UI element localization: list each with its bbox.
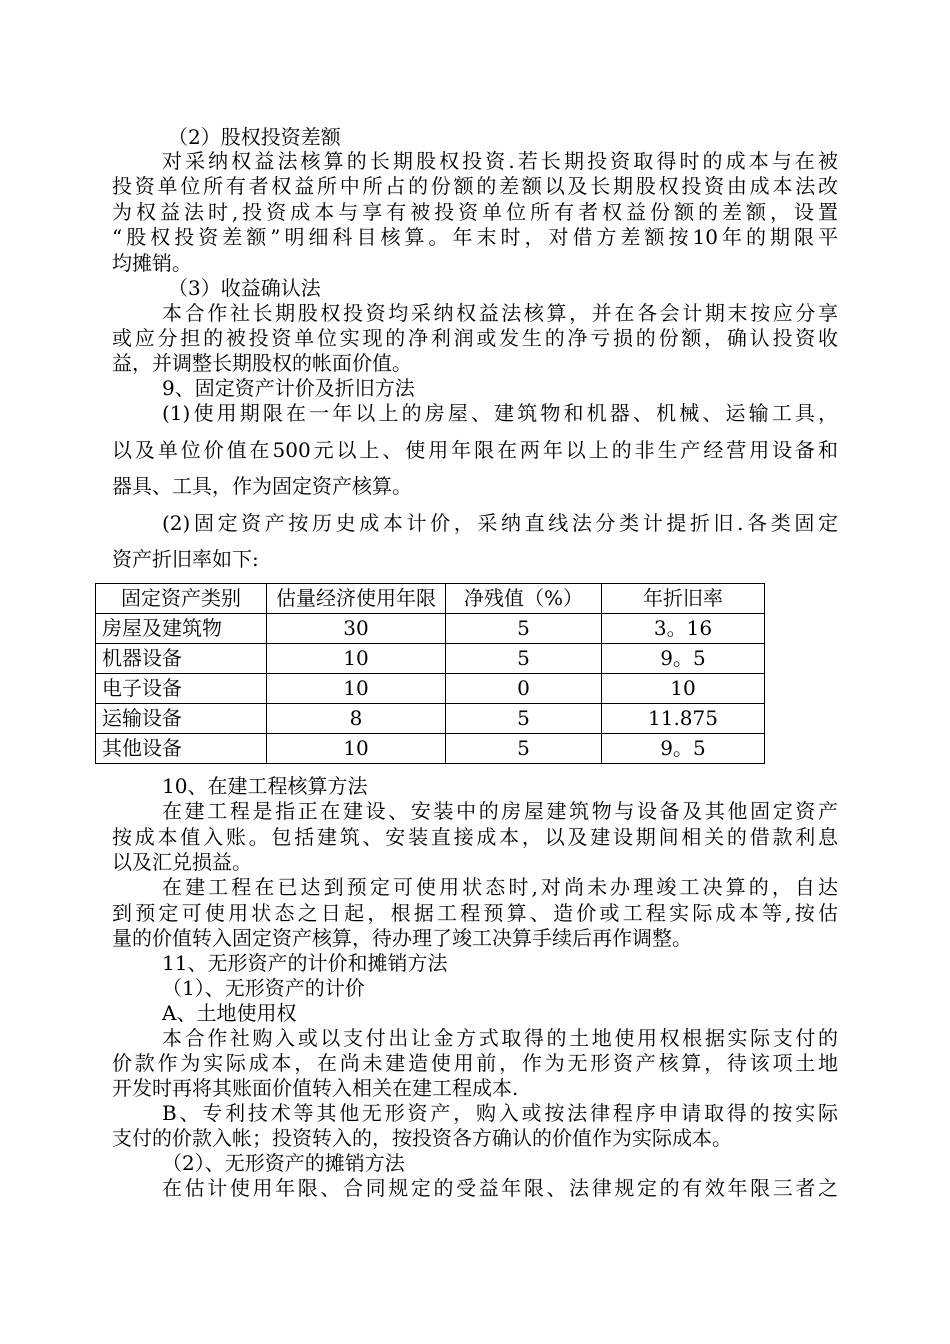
table-cell: 9。5 — [602, 734, 765, 764]
table-row — [96, 644, 765, 674]
table-cell: 5 — [446, 644, 602, 674]
paragraph-line: 对采纳权益法核算的长期股权投资.若长期投资取得时的成本与在被 — [162, 149, 838, 173]
table-header-cell: 年折旧率 — [602, 584, 765, 614]
paragraph-line: 器具、工具，作为固定资产核算。 — [112, 474, 412, 498]
section-heading: 11、无形资产的计价和摊销方法 — [162, 951, 448, 975]
paragraph-line: 以及单位价值在500元以上、使用年限在两年以上的非生产经营用设备和 — [112, 438, 838, 462]
paragraph-line: 益，并调整长期股权的帐面价值。 — [112, 351, 412, 375]
table-cell: 5 — [446, 734, 602, 764]
table-cell: 0 — [446, 674, 602, 704]
section-title: （3）收益确认法 — [168, 276, 321, 300]
paragraph-line: 本合作社长期股权投资均采纳权益法核算，并在各会计期末按应分享 — [162, 301, 838, 325]
paragraph-line: (2)固定资产按历史成本计价，采纳直线法分类计提折旧.各类固定 — [162, 511, 838, 535]
section-heading: 9、固定资产计价及折旧方法 — [162, 376, 415, 400]
subsection-heading: A、土地使用权 — [162, 1001, 297, 1025]
paragraph-line: 资产折旧率如下: — [112, 547, 259, 571]
paragraph-line: 投资单位所有者权益所中所占的份额的差额以及长期股权投资由成本法改 — [112, 174, 838, 198]
table-row — [96, 674, 765, 704]
table-cell: 30 — [267, 614, 446, 644]
section-title: （2）股权投资差额 — [168, 125, 341, 149]
paragraph-line: 在估计使用年限、合同规定的受益年限、法律规定的有效年限三者之 — [162, 1176, 838, 1200]
table-cell: 其他设备 — [96, 734, 267, 764]
table-row — [96, 734, 765, 764]
table-cell: 3。16 — [602, 614, 765, 644]
paragraph-line: 量的价值转入固定资产核算，待办理了竣工决算手续后再作调整。 — [112, 926, 692, 950]
paragraph-line: 价款作为实际成本，在尚未建造使用前，作为无形资产核算，待该项土地 — [112, 1051, 838, 1075]
table-cell: 9。5 — [602, 644, 765, 674]
table-header-cell: 净残值（%） — [446, 584, 602, 614]
table-cell: 5 — [446, 704, 602, 734]
depreciation-table — [95, 583, 765, 764]
paragraph-line: 为权益法时,投资成本与享有被投资单位所有者权益份额的差额，设置 — [112, 200, 838, 224]
paragraph-line: 按成本值入账。包括建筑、安装直接成本，以及建设期间相关的借款利息 — [112, 825, 838, 849]
table-cell: 运输设备 — [96, 704, 267, 734]
paragraph-line: 以及汇兑损益。 — [112, 850, 252, 874]
paragraph-line: 到预定可使用状态之日起，根据工程预算、造价或工程实际成本等,按估 — [112, 901, 838, 925]
paragraph-line: (1)使用期限在一年以上的房屋、建筑物和机器、机械、运输工具， — [162, 401, 838, 425]
paragraph-line: 在建工程是指正在建设、安装中的房屋建筑物与设备及其他固定资产 — [162, 799, 838, 823]
paragraph-line: 在建工程在已达到预定可使用状态时,对尚未办理竣工决算的，自达 — [162, 875, 838, 899]
table-cell: 11.875 — [602, 704, 765, 734]
paragraph-line: 开发时再将其账面价值转入相关在建工程成本. — [112, 1076, 519, 1100]
table-cell: 10 — [602, 674, 765, 704]
table-row — [96, 704, 765, 734]
table-cell: 房屋及建筑物 — [96, 614, 267, 644]
table-header-row — [96, 584, 765, 614]
table-cell: 10 — [267, 734, 446, 764]
table-cell: 10 — [267, 674, 446, 704]
table-row — [96, 614, 765, 644]
paragraph-line: 或应分担的被投资单位实现的净利润或发生的净亏损的份额，确认投资收 — [112, 326, 838, 350]
table-cell: 10 — [267, 644, 446, 674]
table-cell: 8 — [267, 704, 446, 734]
paragraph-line: 本合作社购入或以支付出让金方式取得的土地使用权根据实际支付的 — [162, 1026, 838, 1050]
table-cell: 电子设备 — [96, 674, 267, 704]
paragraph-line: B、专利技术等其他无形资产，购入或按法律程序申请取得的按实际 — [162, 1101, 838, 1125]
table-cell: 机器设备 — [96, 644, 267, 674]
table-cell: 5 — [446, 614, 602, 644]
paragraph-line: 均摊销。 — [112, 251, 192, 275]
section-heading: 10、在建工程核算方法 — [162, 774, 368, 798]
paragraph-line: 支付的价款入帐；投资转入的，按投资各方确认的价值作为实际成本。 — [112, 1126, 732, 1150]
table-header-cell: 估量经济使用年限 — [267, 584, 446, 614]
paragraph-line: “股权投资差额”明细科目核算。年末时，对借方差额按10年的期限平 — [112, 225, 838, 249]
subsection-heading: （2）、无形资产的摊销方法 — [162, 1151, 405, 1175]
subsection-heading: （1）、无形资产的计价 — [162, 976, 365, 1000]
table-header-cell: 固定资产类别 — [96, 584, 267, 614]
